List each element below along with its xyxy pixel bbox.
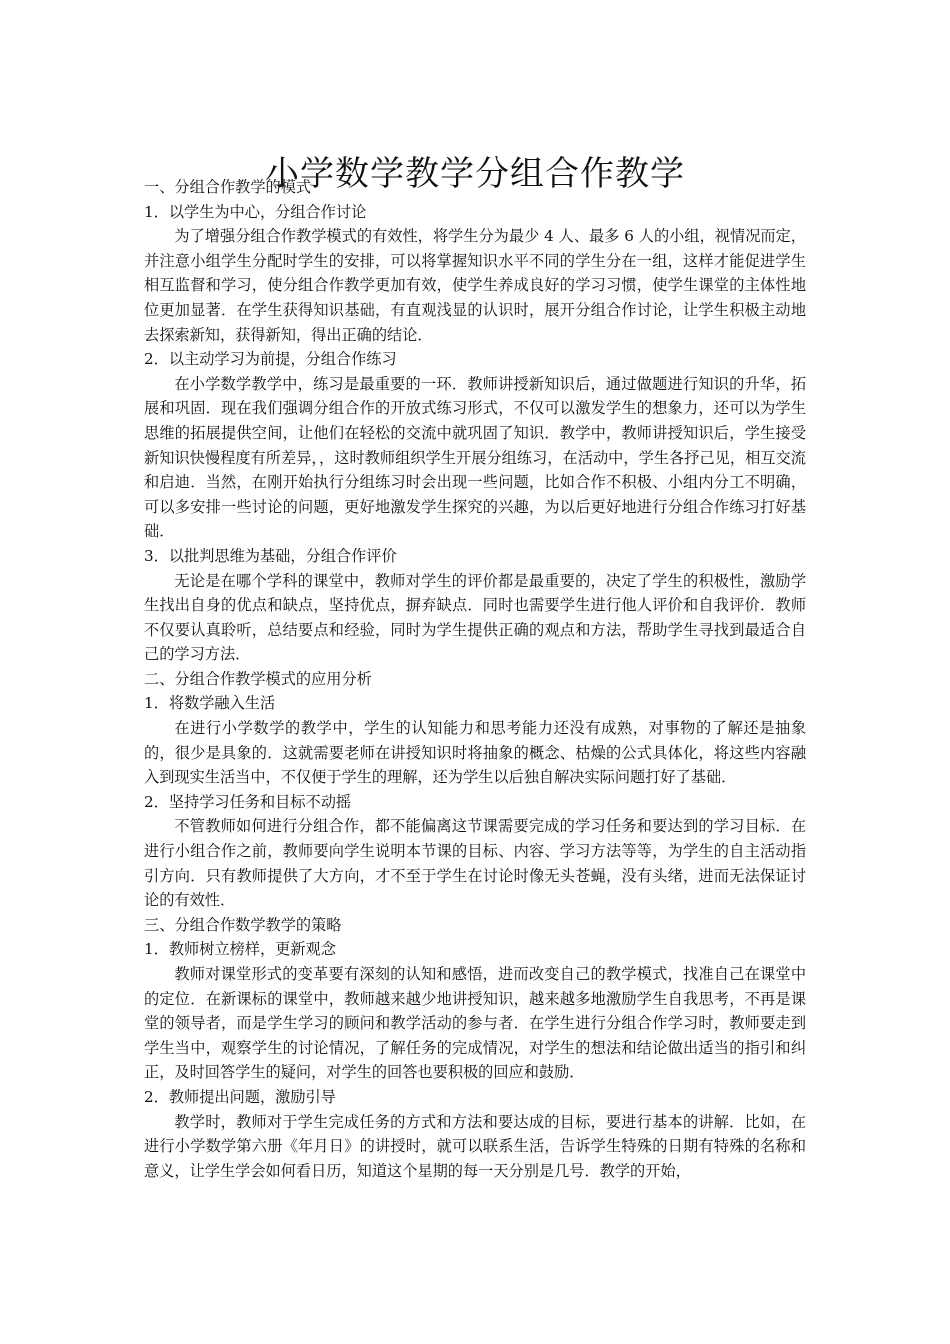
- subheading-2-1: 1．将数学融入生活: [144, 694, 276, 713]
- subheading-3-2: 2．教师提出问题，激励引导: [144, 1087, 336, 1106]
- subheading-1-3: 3．以批判思维为基础，分组合作评价: [144, 546, 397, 565]
- paragraph-3-2: 教学时，教师对于学生完成任务的方式和方法和要达成的目标，要进行基本的讲解．比如，在进行小学数学第六册《年月日》的讲授时，就可以联系生活，告诉学生特殊的日期有特殊的名称和意义，让学生学会如何看日历，知道这个星期的每一天分别是几号．教学的开始，: [144, 1112, 806, 1180]
- subheading-3-1: 1．教师树立榜样，更新观念: [144, 940, 336, 959]
- subheading-1-2: 2．以主动学习为前提，分组合作练习: [144, 350, 397, 369]
- paragraph-2-1: 在进行小学数学的教学中，学生的认知能力和思考能力还没有成熟，对事物的了解还是抽象的，很少是具象的．这就需要老师在讲授知识时将抽象的概念、枯燥的公式具体化，将这些内容融入到现实生活当中，不仅便于学生的理解，还为学生以后独自解决实际问题打好了基础．: [144, 719, 806, 787]
- paragraph-2-2: 不管教师如何进行分组合作，都不能偏离这节课需要完成的学习任务和要达到的学习目标．在进行小组合作之前，教师要向学生说明本节课的目标、内容、学习方法等等，为学生的自主活动指引方向．只有教师提供了大方向，才不至于学生在讨论时像无头苍蝇，没有头绪，进而无法保证讨论的有效性．: [144, 817, 806, 910]
- section-heading-2: 二、分组合作教学模式的应用分析: [144, 669, 372, 688]
- paragraph-1-3: 无论是在哪个学科的课堂中，教师对学生的评价都是最重要的，决定了学生的积极性，激励学生找出自身的优点和缺点，坚持优点，摒弃缺点．同时也需要学生进行他人评价和自我评价．教师不仅要认真聆听，总结要点和经验，同时为学生提供正确的观点和方法，帮助学生寻找到最适合自己的学习方法．: [144, 571, 806, 664]
- section-heading-1: 一、分组合作教学的模式: [144, 178, 312, 196]
- section-heading-3: 三、分组合作数学教学的策略: [144, 915, 342, 934]
- paragraph-1-1: 为了增强分组合作教学模式的有效性，将学生分为最少 4 人、最多 6 人的小组，视情况而定，并注意小组学生分配时学生的安排，可以将掌握知识水平不同的学生分在一组，这样才能促进学生相互监督和学习，使分组合作教学更加有效，使学生养成良好的学习习惯，使学生课堂的主体性地位更加显著．在学生获得知识基础，有直观浅显的认识时，展开分组合作讨论，让学生积极主动地去探索新知，获得新知，得出正确的结论．: [144, 227, 806, 344]
- subheading-1-1: 1．以学生为中心，分组合作讨论: [144, 202, 367, 221]
- document-title: 小学数学教学分组合作教学: [265, 153, 685, 194]
- subheading-2-2: 2．坚持学习任务和目标不动摇: [144, 792, 352, 811]
- document-body: [144, 175, 806, 1183]
- paragraph-3-1: 教师对课堂形式的变革要有深刻的认知和感悟，进而改变自己的教学模式，找准自己在课堂中的定位．在新课标的课堂中，教师越来越少地讲授知识，越来越多地激励学生自我思考，不再是课堂的领导者，而是学生学习的顾问和教学活动的参与者．在学生进行分组合作学习时，教师要走到学生当中，观察学生的讨论情况，了解任务的完成情况，对学生的想法和结论做出适当的指引和纠正，及时回答学生的疑问，对学生的回答也要积极的回应和鼓励．: [144, 965, 806, 1082]
- paragraph-1-2: 在小学数学教学中，练习是最重要的一环．教师讲授新知识后，通过做题进行知识的升华，拓展和巩固．现在我们强调分组合作的开放式练习形式，不仅可以激发学生的想象力，还可以为学生思维的拓展提供空间，让他们在轻松的交流中就巩固了知识．教学中，教师讲授知识后，学生接受新知识快慢程度有所差异，，这时教师组织学生开展分组练习，在活动中，学生各抒己见，相互交流和启迪．当然，在刚开始执行分组练习时会出现一些问题，比如合作不积极、小组内分工不明确，可以多安排一些讨论的问题，更好地激发学生探究的兴趣，为以后更好地进行分组合作练习打好基础．: [144, 374, 806, 541]
